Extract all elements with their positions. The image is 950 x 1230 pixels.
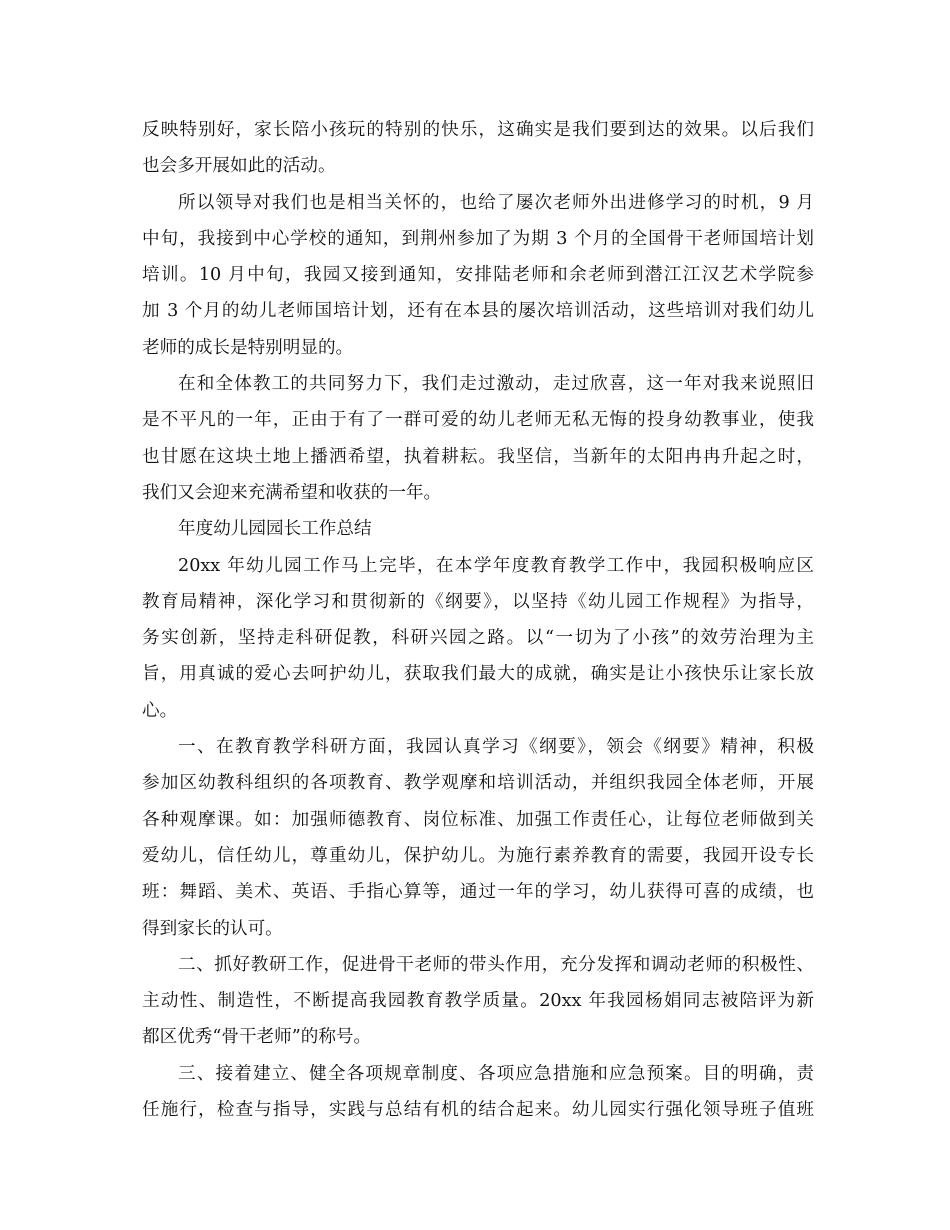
text-line-27: 三、接着建立、健全各项规章制度、各项应急措施和应急预案。目的明确，责	[178, 1063, 814, 1084]
text-line-20: 各种观摩课。如：加强师德教育、岗位标准、加强工作责任心，让每位老师做到关	[142, 809, 814, 830]
text-line-11: 我们又会迎来充满希望和收获的一年。	[142, 482, 442, 503]
text-line-6: 加 3 个月的幼儿老师国培计划，还有在本县的屡次培训活动，这些培训对我们幼儿	[142, 301, 814, 322]
text-line-26: 都区优秀“骨干老师”的称号。	[142, 1027, 372, 1048]
document-body	[142, 112, 814, 1128]
text-line-2: 也会多开展如此的活动。	[142, 156, 336, 177]
text-line-23: 得到家长的认可。	[142, 918, 283, 939]
text-line-14: 教育局精神，深化学习和贯彻新的《纲要》，以坚持《幼儿园工作规程》为指导，	[142, 591, 814, 612]
text-line-7: 老师的成长是特别明显的。	[142, 337, 354, 358]
text-line-28: 任施行，检查与指导，实践与总结有机的结合起来。幼儿园实行强化领导班子值班	[142, 1100, 814, 1121]
text-line-18: 一、在教育教学科研方面，我园认真学习《纲要》，领会《纲要》精神，积极	[178, 737, 814, 758]
text-line-3: 所以领导对我们也是相当关怀的，也给了屡次老师外出进修学习的时机，9 月	[178, 192, 814, 213]
text-line-21: 爱幼儿，信任幼儿，尊重幼儿，保护幼儿。为施行素养教育的需要，我园开设专长	[142, 845, 814, 866]
text-line-16: 旨，用真诚的爱心去呵护幼儿，获取我们最大的成就，确实是让小孩快乐让家长放	[142, 664, 814, 685]
text-line-13: 20xx 年幼儿园工作马上完毕，在本学年度教育教学工作中，我园积极响应区	[178, 555, 814, 576]
text-line-8: 在和全体教工的共同努力下，我们走过激动，走过欣喜，这一年对我来说照旧	[178, 374, 814, 395]
text-line-5: 培训。10 月中旬，我园又接到通知，安排陆老师和余老师到潜江江汉艺术学院参	[142, 265, 814, 286]
text-line-15: 务实创新，坚持走科研促教，科研兴园之路。以“一切为了小孩”的效劳治理为主	[142, 628, 814, 649]
text-line-19: 参加区幼教科组织的各项教育、教学观摩和培训活动，并组织我园全体老师，开展	[142, 773, 814, 794]
text-line-17: 心。	[142, 700, 178, 721]
text-line-24: 二、抓好教研工作，促进骨干老师的带头作用，充分发挥和调动老师的积极性、	[178, 954, 814, 975]
text-line-22: 班：舞蹈、美术、英语、手指心算等，通过一年的学习，幼儿获得可喜的成绩，也	[142, 882, 814, 903]
text-line-1: 反映特别好，家长陪小孩玩的特别的快乐，这确实是我们要到达的效果。以后我们	[142, 120, 814, 140]
text-line-4: 中旬，我接到中心学校的通知，到荆州参加了为期 3 个月的全国骨干老师国培计划	[142, 228, 814, 249]
section-heading: 年度幼儿园园长工作总结	[178, 519, 372, 540]
text-line-10: 也甘愿在这块土地上播洒希望，执着耕耘。我坚信，当新年的太阳冉冉升起之时，	[142, 446, 814, 467]
text-line-9: 是不平凡的一年，正由于有了一群可爱的幼儿老师无私无悔的投身幼教事业，使我	[142, 410, 814, 431]
text-line-25: 主动性、制造性，不断提高我园教育教学质量。20xx 年我园杨娟同志被陪评为新	[142, 991, 814, 1012]
